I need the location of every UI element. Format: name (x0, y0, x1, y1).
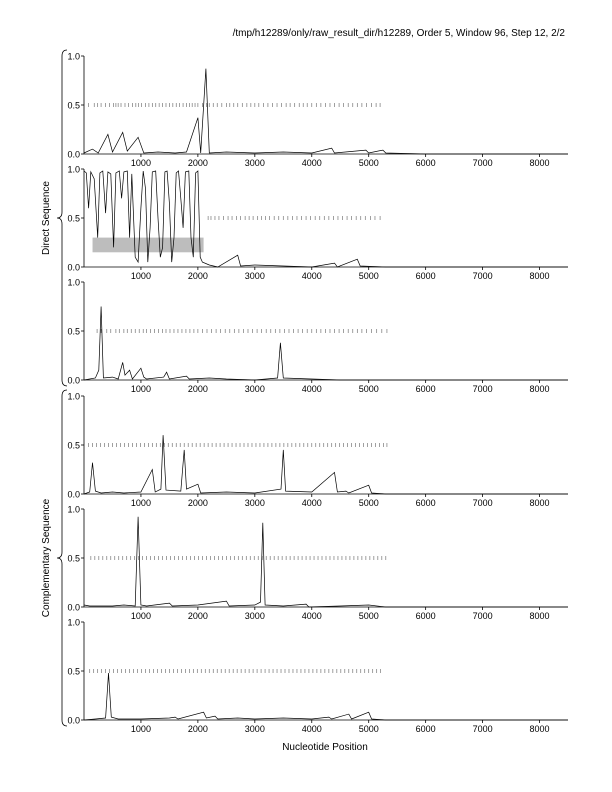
sequence-groups (41, 50, 67, 726)
panel-1 (67, 52, 568, 169)
series-line (84, 673, 568, 720)
x-tick-label: 3000 (244, 158, 265, 168)
x-tick-label: 7000 (472, 384, 493, 394)
series-line (84, 69, 568, 154)
x-tick-label: 6000 (415, 611, 436, 621)
y-tick-label: 1.0 (67, 504, 80, 515)
x-tick-label: 1000 (130, 498, 151, 508)
x-tick-label: 2000 (187, 158, 208, 168)
series-line (84, 171, 568, 267)
x-tick-label: 5000 (358, 498, 379, 508)
x-tick-label: 2000 (187, 611, 208, 621)
x-tick-label: 4000 (301, 384, 322, 394)
y-tick-label: 0.5 (67, 553, 80, 564)
panel-2 (67, 165, 568, 282)
x-tick-label: 5000 (358, 271, 379, 281)
y-tick-label: 0.5 (67, 326, 80, 337)
y-tick-label: 1.0 (67, 617, 80, 628)
x-tick-label: 2000 (187, 724, 208, 734)
x-tick-label: 8000 (529, 611, 550, 621)
group-1 (41, 50, 67, 386)
x-tick-label: 8000 (529, 158, 550, 168)
series-line (84, 307, 568, 381)
x-tick-label: 3000 (244, 724, 265, 734)
x-tick-label: 2000 (187, 384, 208, 394)
chart-panels (67, 52, 568, 735)
y-tick-label: 0.0 (67, 375, 80, 386)
x-tick-label: 3000 (244, 611, 265, 621)
x-tick-label: 5000 (358, 724, 379, 734)
series-line (84, 517, 568, 607)
x-tick-label: 8000 (529, 271, 550, 281)
x-tick-label: 6000 (415, 498, 436, 508)
group-bracket (57, 50, 67, 386)
x-tick-label: 2000 (187, 498, 208, 508)
y-tick-label: 0.0 (67, 715, 80, 726)
y-tick-label: 0.5 (67, 100, 80, 111)
x-tick-label: 4000 (301, 724, 322, 734)
x-tick-label: 3000 (244, 384, 265, 394)
y-tick-label: 0.5 (67, 440, 80, 451)
panel-6 (67, 618, 568, 735)
x-tick-label: 1000 (130, 158, 151, 168)
panel-5 (67, 505, 568, 622)
y-tick-label: 0.0 (67, 489, 80, 500)
x-tick-label: 7000 (472, 611, 493, 621)
x-tick-label: 8000 (529, 498, 550, 508)
x-axis-label: Nucleotide Position (282, 742, 368, 753)
x-tick-label: 1000 (130, 384, 151, 394)
x-tick-label: 6000 (415, 158, 436, 168)
y-tick-label: 1.0 (67, 164, 80, 175)
group-label: Direct Sequence (41, 181, 52, 255)
group-bracket (57, 390, 67, 726)
x-tick-label: 7000 (472, 498, 493, 508)
x-tick-label: 1000 (130, 271, 151, 281)
x-tick-label: 3000 (244, 271, 265, 281)
y-tick-label: 1.0 (67, 391, 80, 402)
x-tick-label: 6000 (415, 271, 436, 281)
group-label: Complementary Sequence (41, 498, 52, 618)
group-2 (41, 390, 67, 726)
x-tick-label: 1000 (130, 724, 151, 734)
x-tick-label: 4000 (301, 498, 322, 508)
y-tick-label: 0.5 (67, 666, 80, 677)
x-tick-label: 5000 (358, 611, 379, 621)
x-tick-label: 7000 (472, 724, 493, 734)
y-tick-label: 0.0 (67, 262, 80, 273)
x-tick-label: 3000 (244, 498, 265, 508)
x-tick-label: 4000 (301, 271, 322, 281)
x-tick-label: 8000 (529, 384, 550, 394)
x-tick-label: 5000 (358, 384, 379, 394)
panel-3 (67, 278, 568, 395)
x-tick-label: 4000 (301, 158, 322, 168)
panel-4 (67, 392, 568, 509)
x-tick-label: 6000 (415, 384, 436, 394)
y-tick-label: 1.0 (67, 277, 80, 288)
figure-title: /tmp/h12289/only/raw_result_dir/h12289, Order 5, Window 96, Step 12, 2/2 (232, 28, 565, 39)
x-tick-label: 2000 (187, 271, 208, 281)
x-tick-label: 1000 (130, 611, 151, 621)
x-tick-label: 4000 (301, 611, 322, 621)
shaded-band (93, 238, 204, 253)
y-tick-label: 0.0 (67, 149, 80, 160)
x-tick-label: 8000 (529, 724, 550, 734)
y-tick-label: 0.0 (67, 602, 80, 613)
y-tick-label: 1.0 (67, 51, 80, 62)
x-tick-label: 7000 (472, 271, 493, 281)
x-tick-label: 5000 (358, 158, 379, 168)
x-tick-label: 7000 (472, 158, 493, 168)
x-tick-label: 6000 (415, 724, 436, 734)
y-tick-label: 0.5 (67, 213, 80, 224)
